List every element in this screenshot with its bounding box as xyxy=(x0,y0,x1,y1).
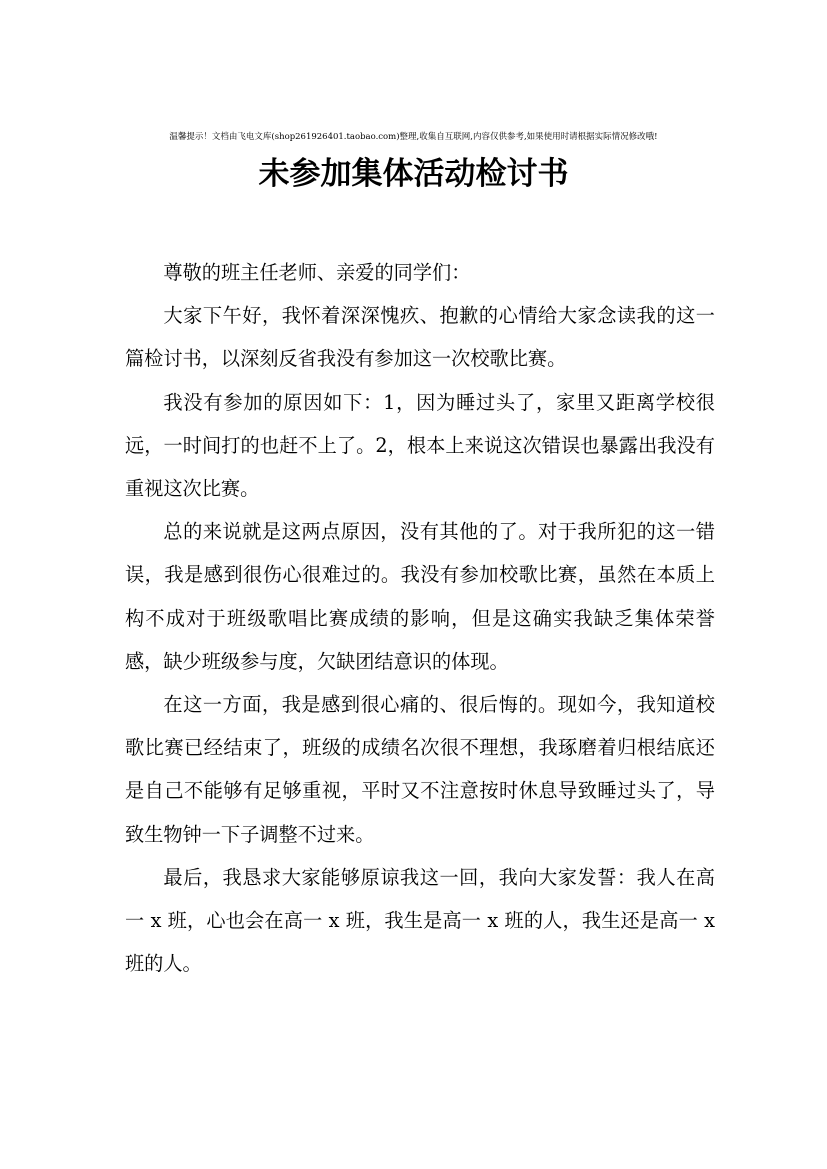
paragraph: 我没有参加的原因如下：1，因为睡过头了，家里又距离学校很远，一时间打的也赶不上了。2，根本上来说这次错误也暴露出我没有重视这次比赛。 xyxy=(125,390,715,501)
paragraph: 在这一方面，我是感到很心痛的、很后悔的。现如今，我知道校歌比赛已经结束了，班级的成绩名次很不理想，我琢磨着归根结底还是自己不能够有足够重视，平时又不注意按时休息导致睡过头了，导致生物钟一下子调整不过来。 xyxy=(125,693,715,846)
document-body xyxy=(125,251,715,985)
paragraph: 总的来说就是这两点原因，没有其他的了。对于我所犯的这一错误，我是感到很伤心很难过的。我没有参加校歌比赛，虽然在本质上构不成对于班级歌唱比赛成绩的影响，但是这确实我缺乏集体荣誉感，缺少班级参与度，欠缺团结意识的体现。 xyxy=(125,520,715,673)
salutation: 尊敬的班主任老师、亲爱的同学们： xyxy=(163,261,471,284)
document-notice: 温馨提示！文档由飞电文库(shop261926401.taobao.com)整理,收集自互联网,内容仅供参考,如果使用时请根据实际情况修改哦! xyxy=(169,132,658,142)
paragraph: 大家下午好，我怀着深深愧疚、抱歉的心情给大家念读我的这一篇检讨书，以深刻反省我没有参加这一次校歌比赛。 xyxy=(125,304,715,371)
paragraph: 最后，我恳求大家能够原谅我这一回，我向大家发誓：我人在高一 x 班，心也会在高一 x 班，我生是高一 x 班的人，我生还是高一 x 班的人。 xyxy=(125,865,715,976)
document-title: 未参加集体活动检讨书 xyxy=(258,156,569,192)
